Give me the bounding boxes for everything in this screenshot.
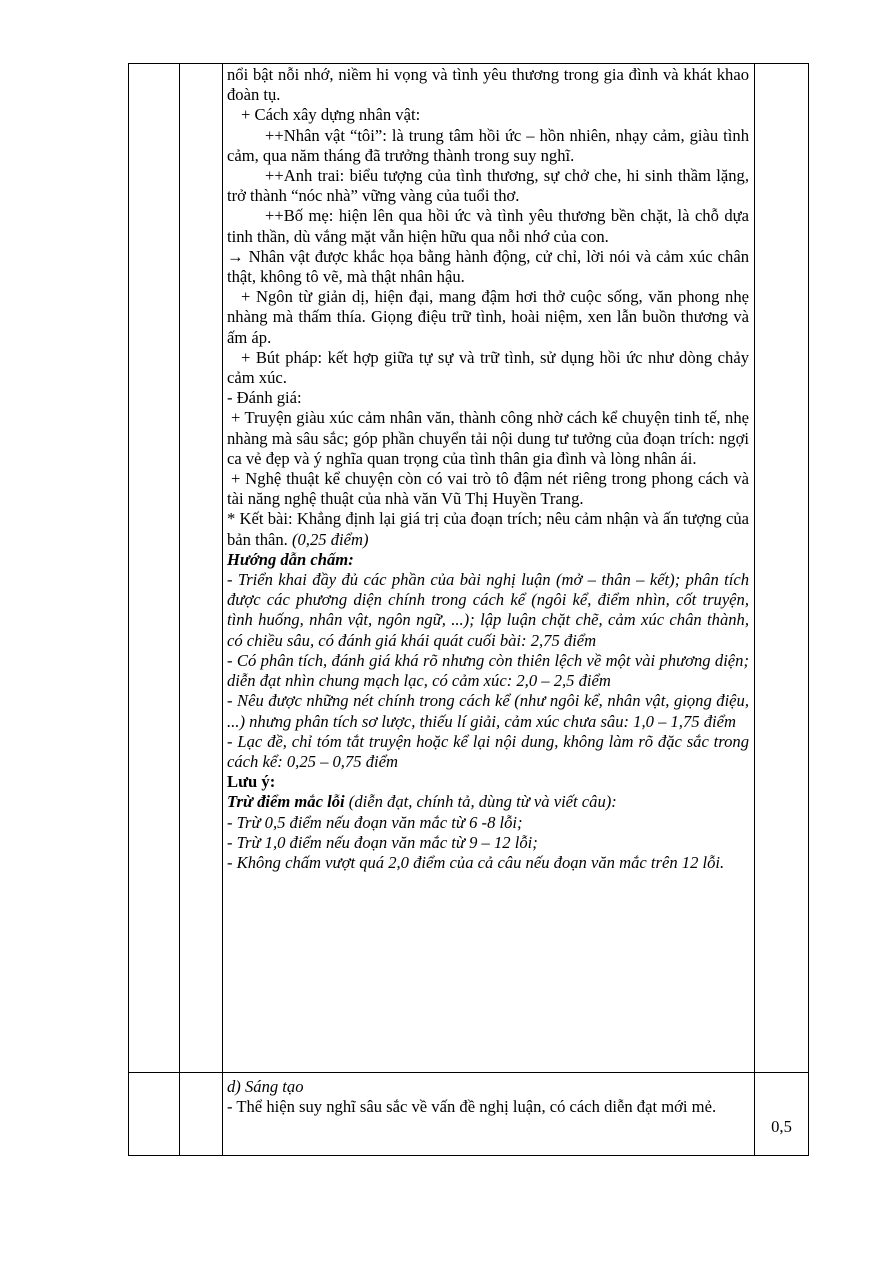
content-line: + Truyện giàu xúc cảm nhân văn, thành công nhờ cách kể chuyện tinh tế, nhẹ nhàng mà sâu sắc; góp phần chuyển tải nội dung tư tưởng của đoạn trích: ngợi ca vẻ đẹp và ý nghĩa quan trọng của tình thân gia đình và lòng nhân ái. — [227, 408, 749, 468]
content-text — [223, 64, 754, 873]
content-cell — [223, 64, 755, 1073]
huong-dan-items — [227, 570, 749, 772]
tru-diem-item: - Trừ 1,0 điểm nếu đoạn văn mắc từ 9 – 12 lỗi; — [227, 832, 538, 852]
tru-diem-item: - Trừ 0,5 điểm nếu đoạn văn mắc từ 6 -8 lỗi; — [227, 812, 523, 832]
content-line: - Đánh giá: — [227, 388, 302, 408]
content-cell — [223, 1073, 755, 1156]
col-part — [180, 1073, 223, 1156]
sang-tao-heading: d) Sáng tạo — [227, 1077, 304, 1096]
content-line: ++Nhân vật “tôi”: là trung tâm hồi ức – hồn nhiên, nhạy cảm, giàu tình cảm, qua năm tháng đã trưởng thành trong suy nghĩ. — [227, 125, 749, 165]
huong-dan-item: - Nêu được những nét chính trong cách kể (như ngôi kể, nhân vật, giọng điệu, ...) nhưng phân tích sơ lược, thiếu lí giải, cảm xúc chưa sâu: 1,0 – 1,75 điểm — [227, 691, 749, 731]
score-cell-empty — [755, 64, 809, 1073]
content-line: → Nhân vật được khắc họa bằng hành động, cử chỉ, lời nói và cảm xúc chân thật, không tô vẽ, mà thật nhân hậu. — [227, 246, 749, 287]
content-line: + Ngôn từ giản dị, hiện đại, mang đậm hơi thở cuộc sống, văn phong nhẹ nhàng mà thấm thía. Giọng điệu trữ tình, hoài niệm, xen lẫn buồn thương và ấm áp. — [227, 287, 749, 347]
huong-dan-item: - Triển khai đầy đủ các phần của bài nghị luận (mở – thân – kết); phân tích được các phương diện chính trong cách kể (ngôi kể, điểm nhìn, cốt truyện, tình huống, nhân vật, ngôn ngữ, ...); lập luận chặt chẽ, cảm xúc chân thành, có chiều sâu, có đánh giá khái quát cuối bài: 2,75 điểm — [227, 570, 749, 650]
luu-y-title: Lưu ý: — [227, 772, 276, 792]
tru-diem-items — [227, 813, 749, 874]
tru-diem-heading — [227, 792, 749, 812]
huong-dan-item: - Có phân tích, đánh giá khá rõ nhưng còn thiên lệch về một vài phương diện; diễn đạt nhìn chung mạch lạc, có cảm xúc: 2,0 – 2,5 điểm — [227, 650, 749, 691]
ket-bai-score: (0,25 điểm) — [291, 529, 369, 549]
content-line: + Bút pháp: kết hợp giữa tự sự và trữ tình, sử dụng hồi ức như dòng chảy cảm xúc. — [227, 347, 749, 388]
table-row — [129, 64, 809, 1073]
col-question — [129, 1073, 180, 1156]
sang-tao-text: - Thể hiện suy nghĩ sâu sắc về vấn đề nghị luận, có cách diễn đạt mới mẻ. — [227, 1097, 717, 1117]
content-line: + Cách xây dựng nhân vật: — [241, 105, 421, 125]
huong-dan-item: - Lạc đề, chỉ tóm tắt truyện hoặc kể lại nội dung, không làm rõ đặc sắc trong cách kể: 0,25 – 0,75 điểm — [227, 731, 749, 771]
content-line: + Nghệ thuật kể chuyện còn có vai trò tô đậm nét riêng trong phong cách và tài năng nghệ thuật của nhà văn Vũ Thị Huyền Trang. — [227, 469, 749, 509]
tru-diem-title: Trừ điểm mắc lỗi — [227, 792, 345, 812]
col-part — [180, 64, 223, 1073]
sang-tao-block — [223, 1073, 754, 1117]
content-line: ++Anh trai: biểu tượng của tình thương, sự chở che, hi sinh thầm lặng, trở thành “nóc nhà” vững vàng của tuổi thơ. — [227, 166, 749, 206]
ket-bai — [227, 509, 749, 549]
content-line: ++Bố mẹ: hiện lên qua hồi ức và tình yêu thương bền chặt, là chỗ dựa tinh thần, dù vắng mặt vẫn hiện hữu qua nỗi nhớ của con. — [227, 206, 749, 246]
ket-bai-text: * Kết bài: Khẳng định lại giá trị của đoạn trích; nêu cảm nhận và ấn tượng của bản thân. — [227, 509, 749, 549]
col-question — [129, 64, 180, 1073]
tru-diem-note: (diễn đạt, chính tả, dùng từ và viết câu): — [344, 792, 617, 812]
content-line: nổi bật nỗi nhớ, niềm hi vọng và tình yêu thương trong gia đình và khát khao đoàn tụ. — [227, 65, 749, 105]
score-value: 0,5 — [771, 1117, 792, 1136]
tru-diem-item: - Không chấm vượt quá 2,0 điểm của cả câu nếu đoạn văn mắc trên 12 lỗi. — [227, 852, 725, 872]
huong-dan-title: Hướng dẫn chấm: — [227, 549, 354, 569]
scoring-table — [128, 63, 809, 1156]
table-row — [129, 1073, 809, 1156]
score-cell — [755, 1073, 809, 1156]
content-lines — [227, 65, 749, 509]
